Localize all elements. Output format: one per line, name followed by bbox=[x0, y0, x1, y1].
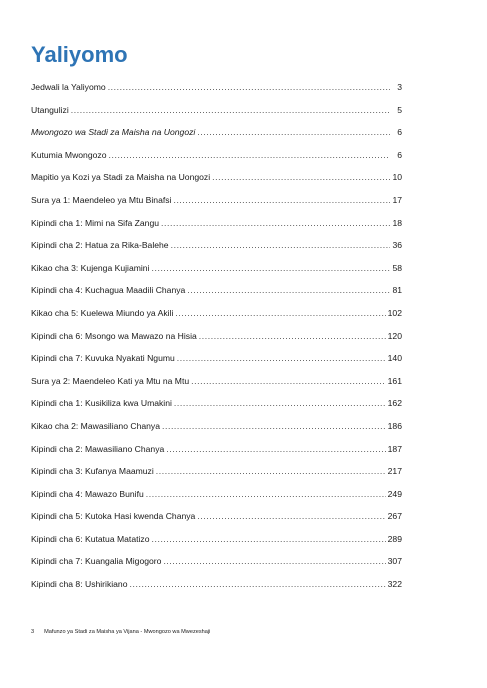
toc-entry-page: 307 bbox=[387, 556, 402, 567]
toc-entry-label: Kutumia Mwongozo bbox=[31, 149, 107, 160]
footer-text: Mafunzo ya Stadi za Maisha ya Vijana - Mwongozo wa Mwezeshaji bbox=[44, 629, 211, 635]
dot-leader bbox=[146, 487, 386, 501]
toc-entry-label: Kipindi cha 3: Kufanya Maamuzi bbox=[31, 466, 154, 477]
toc-entry[interactable] bbox=[31, 396, 402, 419]
toc-entry-label: Kipindi cha 1: Mimi na Sifa Zangu bbox=[31, 217, 160, 228]
toc-entry-label: Kipindi cha 8: Ushirikiano bbox=[31, 579, 128, 590]
toc-entry-page: 140 bbox=[387, 353, 402, 364]
dot-leader bbox=[108, 80, 390, 94]
toc-entry[interactable] bbox=[31, 351, 402, 374]
toc-entry[interactable] bbox=[31, 329, 402, 352]
toc-entry-label: Sura ya 2: Maendeleo Kati ya Mtu na Mtu bbox=[31, 375, 190, 386]
toc-entry-label: Kipindi cha 7: Kuangalia Migogoro bbox=[31, 556, 162, 567]
toc-entry[interactable] bbox=[31, 306, 402, 329]
table-of-contents bbox=[31, 80, 402, 600]
dot-leader bbox=[191, 374, 386, 388]
toc-entry-page: 120 bbox=[387, 330, 402, 341]
toc-entry[interactable] bbox=[31, 103, 402, 126]
toc-entry-page: 6 bbox=[397, 127, 402, 138]
toc-entry-label: Kipindi cha 4: Kuchagua Maadili Chanya bbox=[31, 285, 186, 296]
toc-entry-label: Utangulizi bbox=[31, 104, 69, 115]
dot-leader bbox=[187, 283, 390, 297]
dot-leader bbox=[197, 509, 385, 523]
toc-entry-page: 186 bbox=[387, 420, 402, 431]
toc-entry[interactable] bbox=[31, 487, 402, 510]
toc-entry[interactable] bbox=[31, 193, 402, 216]
toc-entry[interactable] bbox=[31, 170, 402, 193]
dot-leader bbox=[174, 396, 386, 410]
toc-entry[interactable] bbox=[31, 238, 402, 261]
toc-entry[interactable] bbox=[31, 283, 402, 306]
toc-entry-label: Kipindi cha 6: Msongo wa Mawazo na Hisia bbox=[31, 330, 197, 341]
dot-leader bbox=[212, 170, 390, 184]
toc-entry-label: Jedwali la Yaliyomo bbox=[31, 82, 106, 92]
dot-leader bbox=[163, 554, 385, 568]
toc-entry-page: 18 bbox=[392, 217, 402, 228]
toc-entry[interactable] bbox=[31, 419, 402, 442]
toc-entry-page: 6 bbox=[397, 149, 402, 160]
toc-entry[interactable] bbox=[31, 532, 402, 555]
dot-leader bbox=[175, 306, 385, 320]
toc-entry-label: Kipindi cha 5: Kutoka Hasi kwenda Chanya bbox=[31, 511, 196, 522]
toc-entry[interactable] bbox=[31, 509, 402, 532]
toc-entry[interactable] bbox=[31, 554, 402, 577]
toc-entry[interactable] bbox=[31, 464, 402, 487]
dot-leader bbox=[171, 238, 390, 252]
toc-entry-page: 102 bbox=[387, 307, 402, 318]
toc-entry[interactable] bbox=[31, 148, 402, 171]
toc-entry[interactable] bbox=[31, 80, 402, 103]
toc-entry[interactable] bbox=[31, 577, 402, 600]
toc-entry-page: 217 bbox=[387, 466, 402, 477]
dot-leader bbox=[156, 464, 386, 478]
toc-entry-page: 162 bbox=[387, 398, 402, 409]
toc-entry-label: Kipindi cha 1: Kusikiliza kwa Umakini bbox=[31, 398, 172, 409]
toc-entry[interactable] bbox=[31, 261, 402, 284]
toc-entry-label: Kipindi cha 2: Hatua za Rika-Balehe bbox=[31, 240, 169, 251]
dot-leader bbox=[177, 351, 386, 365]
toc-entry[interactable] bbox=[31, 216, 402, 239]
toc-entry[interactable] bbox=[31, 125, 402, 148]
toc-entry-label: Mwongozo wa Stadi za Maisha na Uongozi bbox=[31, 127, 196, 138]
dot-leader bbox=[162, 419, 386, 433]
toc-entry-label: Kipindi cha 7: Kuvuka Nyakati Ngumu bbox=[31, 353, 175, 364]
toc-entry[interactable] bbox=[31, 374, 402, 397]
toc-entry-page: 81 bbox=[392, 285, 402, 296]
dot-leader bbox=[108, 148, 390, 162]
toc-entry-page: 187 bbox=[387, 443, 402, 454]
toc-entry-page: 36 bbox=[392, 240, 402, 251]
toc-entry-label: Sura ya 1: Maendeleo ya Mtu Binafsi bbox=[31, 194, 172, 205]
toc-entry-label: Kikao cha 2: Mawasiliano Chanya bbox=[31, 420, 160, 431]
toc-entry-label: Mapitio ya Kozi ya Stadi za Maisha na Uongozi bbox=[31, 172, 211, 183]
dot-leader bbox=[151, 261, 390, 275]
dot-leader bbox=[173, 193, 390, 207]
dot-leader bbox=[197, 125, 390, 139]
toc-entry-page: 249 bbox=[387, 488, 402, 499]
toc-entry-page: 17 bbox=[392, 194, 402, 205]
toc-entry-page: 58 bbox=[392, 262, 402, 273]
dot-leader bbox=[166, 442, 385, 456]
toc-entry-label: Kipindi cha 4: Mawazo Bunifu bbox=[31, 488, 144, 499]
toc-entry-page: 5 bbox=[397, 104, 402, 115]
toc-entry-label: Kipindi cha 2: Mawasiliano Chanya bbox=[31, 443, 165, 454]
toc-entry-label: Kipindi cha 6: Kutatua Matatizo bbox=[31, 533, 150, 544]
page-title: Yaliyomo bbox=[31, 42, 128, 67]
toc-entry-page: 267 bbox=[387, 511, 402, 522]
toc-entry[interactable] bbox=[31, 442, 402, 465]
dot-leader bbox=[71, 103, 390, 117]
toc-entry-page: 289 bbox=[387, 533, 402, 544]
dot-leader bbox=[199, 329, 386, 343]
toc-entry-label: Kikao cha 5: Kuelewa Miundo ya Akili bbox=[31, 307, 174, 318]
toc-entry-page: 322 bbox=[387, 579, 402, 590]
toc-entry-label: Kikao cha 3: Kujenga Kujiamini bbox=[31, 262, 150, 273]
toc-entry-page: 3 bbox=[397, 82, 402, 92]
dot-leader bbox=[161, 216, 390, 230]
toc-entry-page: 10 bbox=[392, 172, 402, 183]
page-footer bbox=[31, 629, 210, 635]
dot-leader bbox=[151, 532, 385, 546]
dot-leader bbox=[130, 577, 386, 591]
footer-page-number: 3 bbox=[31, 629, 35, 635]
toc-entry-page: 161 bbox=[387, 375, 402, 386]
